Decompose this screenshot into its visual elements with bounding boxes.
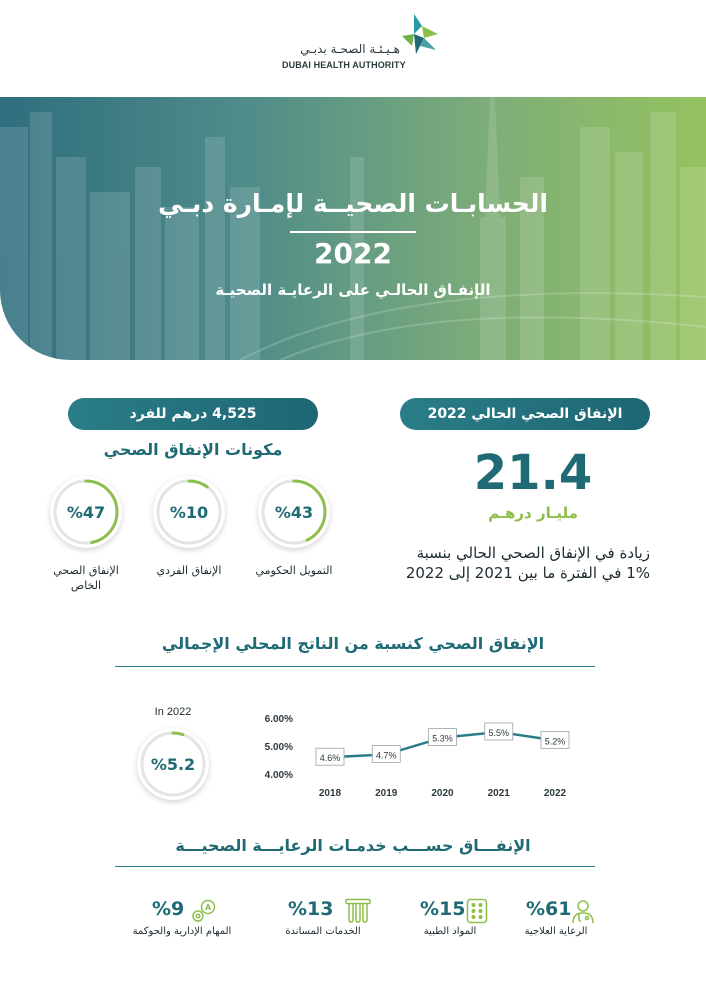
component-label-line2: الخاص <box>70 579 102 592</box>
current-spending-unit: مليـار درهـم <box>488 504 578 522</box>
growth-text-line2: 1% في الفترة ما بين 2021 إلى 2022 <box>405 564 650 582</box>
x-tick-label: 2021 <box>487 788 510 799</box>
data-label: 5.2% <box>544 736 566 747</box>
service-value: %9 <box>152 898 185 920</box>
component-ring-private <box>50 476 122 548</box>
component-ring-out-of-pocket <box>153 476 225 548</box>
services-section-rule <box>115 866 595 867</box>
gdp-section-rule <box>115 666 595 667</box>
hero-year: 2022 <box>314 237 392 270</box>
component-value: %10 <box>169 502 209 522</box>
growth-text-line1: زيادة في الإنفاق الصحي الحالي بنسبة <box>416 544 650 562</box>
admin-gears-icon <box>190 898 218 924</box>
services-section-title: الإنفـــاق حســـب خدمـات الرعايـــة الصحيـــة <box>175 836 531 855</box>
components-title: مكونات الإنفاق الصحي <box>103 440 283 459</box>
hero-title: الحسابـات الصحيــة لإمـارة دبـي <box>158 189 548 218</box>
hero-banner <box>0 97 706 360</box>
growth-text <box>350 543 650 583</box>
service-value: %61 <box>526 898 572 920</box>
x-tick-label: 2020 <box>431 788 454 799</box>
gdp-section-title: الإنفاق الصحي كنسبة من الناتج المحلي الإجمالي <box>161 634 545 653</box>
gdp-ring <box>137 728 209 800</box>
data-label: 4.6% <box>319 753 341 764</box>
component-label <box>31 563 141 593</box>
per-capita-pill: 4,525 درهم للفرد <box>68 398 318 430</box>
data-label: 4.7% <box>375 750 397 761</box>
y-tick-label: 6.00% <box>264 714 293 725</box>
city-skyline-image <box>0 97 706 360</box>
hero-subtitle: الإنفـاق الحالـي على الرعايـة الصحيـة <box>215 281 491 299</box>
service-value: %13 <box>288 898 334 920</box>
current-spending-pill: الإنفاق الصحي الحالي 2022 <box>400 398 650 430</box>
pill-pack-icon <box>466 898 488 924</box>
component-ring-government <box>258 476 330 548</box>
component-value: %43 <box>274 502 314 522</box>
x-tick-label: 2019 <box>375 788 398 799</box>
logo-english-text: DUBAI HEALTH AUTHORITY <box>282 60 406 70</box>
gdp-year-label: In 2022 <box>154 706 192 718</box>
service-label: الخدمات المساندة <box>285 926 361 937</box>
component-value: %47 <box>66 502 106 522</box>
test-tubes-icon <box>344 898 372 924</box>
x-tick-label: 2022 <box>543 788 567 799</box>
component-label: الإنفاق الفردي <box>156 564 222 577</box>
data-label: 5.5% <box>488 728 510 738</box>
x-tick-label: 2018 <box>318 788 342 799</box>
gdp-ring-value: %5.2 <box>150 754 196 774</box>
service-label: الرعاية العلاجية <box>524 926 588 937</box>
doctor-icon <box>570 898 596 924</box>
logo-arabic-text: هـيـئـة الصحـة بدبـي <box>300 42 400 56</box>
component-label-line1: الإنفاق الصحي <box>53 564 119 577</box>
svg-text:A: A <box>205 903 212 912</box>
service-value: %15 <box>420 898 466 920</box>
y-tick-label: 4.00% <box>264 770 293 781</box>
data-label: 5.3% <box>432 733 453 744</box>
component-label: التمويل الحكومي <box>255 564 333 577</box>
dha-logo-mark-icon <box>400 12 440 58</box>
y-tick-label: 5.00% <box>264 742 293 753</box>
service-label: المهام الإدارية والحوكمة <box>132 926 232 937</box>
hero-divider <box>290 231 416 233</box>
gdp-line-chart <box>255 706 585 801</box>
service-label: المواد الطبية <box>423 926 477 937</box>
dha-logo <box>270 12 440 74</box>
current-spending-value: 21.4 <box>473 445 593 501</box>
